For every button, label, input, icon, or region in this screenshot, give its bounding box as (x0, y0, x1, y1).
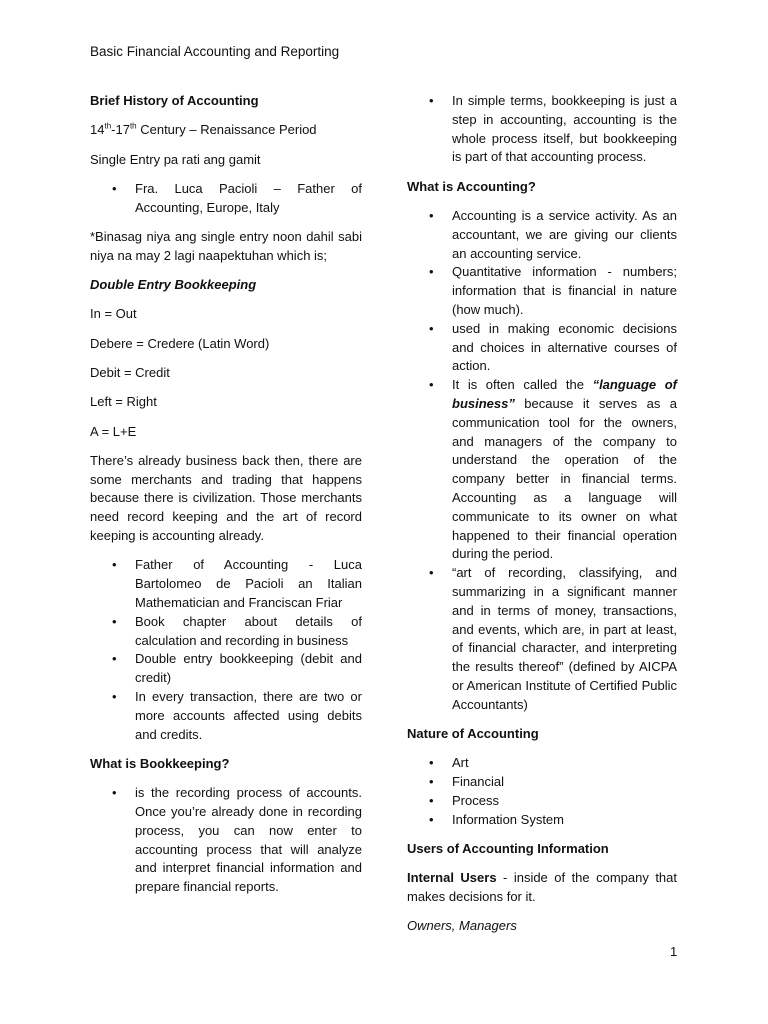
list-item: • used in making economic decisions and choices in alternative courses of action. (407, 320, 677, 376)
internal-users-paragraph: Internal Users - inside of the company that makes decisions for it. (407, 870, 678, 905)
list-item: • is the recording process of accounts. Once you’re already done in recording process, you can now enter to accounting process that will analyze and interpret financial information and prepare financial reports. (90, 784, 362, 897)
list-item: • Accounting is a service activity. As an accountant, we are giving our clients an accounting service. (407, 207, 677, 263)
owners-managers: Owners, Managers (407, 918, 517, 934)
bookkeeping-list (90, 784, 362, 897)
equation-line: Debere = Credere (Latin Word) (90, 335, 270, 351)
right-column (407, 92, 677, 947)
document-header: Basic Financial Accounting and Reporting (90, 44, 340, 59)
list-item: • Quantitative information - numbers; information that is financial in nature (how much). (407, 263, 677, 319)
bookkeeping-heading: What is Bookkeeping? (90, 755, 230, 771)
list-item: • Financial (407, 773, 677, 792)
equation-line: Left = Right (90, 394, 157, 410)
binasag-paragraph: *Binasag niya ang single entry noon dahil sabi niya na may 2 lagi naapektuhan which is; (90, 228, 362, 263)
left-column (90, 92, 362, 907)
list-item: • Fra. Luca Pacioli – Father of Accounting, Europe, Italy (90, 180, 362, 218)
language-of-business-item: • It is often called the “language of business” because it serves as a communication tool for the owners, and managers of the company to understand the operation of the company better in financial terms. Accounting as a language will communicate to its owner on what happened to their financial operation during the period. (407, 376, 677, 564)
single-entry-line: Single Entry pa rati ang gamit (90, 151, 261, 167)
list-item: • Process (407, 792, 677, 811)
list-item: • Double entry bookkeeping (debit and credit) (90, 650, 362, 688)
simple-terms-list (407, 92, 677, 167)
double-entry-heading: Double Entry Bookkeeping (90, 277, 257, 293)
equation-line: Debit = Credit (90, 364, 170, 380)
accounting-list (407, 207, 677, 715)
equation-line: In = Out (90, 306, 137, 322)
list-item: • Art (407, 754, 677, 773)
history-list (90, 556, 362, 744)
list-item: • In simple terms, bookkeeping is just a step in accounting, accounting is the whole process itself, but bookkeeping is part of that accounting process. (407, 92, 677, 167)
list-item: • Father of Accounting - Luca Bartolomeo de Pacioli an Italian Mathematician and Franciscan Friar (90, 556, 362, 612)
list-item: • Information System (407, 811, 677, 830)
page-number: 1 (670, 944, 678, 959)
list-item: • In every transaction, there are two or more accounts affected using debits and credits. (90, 688, 362, 744)
century-line: 14th-17th Century – Renaissance Period (90, 121, 317, 138)
list-item: • Book chapter about details of calculation and recording in business (90, 613, 362, 651)
business-paragraph: There’s already business back then, there are some merchants and trading that happens because there is civilization. Those merchants need record keeping and the art of record keeping is accounting already. (90, 452, 362, 544)
list-item: • “art of recording, classifying, and summarizing in a significant manner and in terms of money, transactions, and events, which are, in part at least, of financial character, and interpreting the results thereof” (defined by AICPA or American Institute of Certified Public Accountants) (407, 564, 677, 714)
brief-history-heading: Brief History of Accounting (90, 93, 259, 108)
nature-list (407, 754, 677, 829)
pacioli-list (90, 180, 362, 218)
accounting-heading: What is Accounting? (407, 178, 536, 194)
users-heading: Users of Accounting Information (407, 840, 609, 856)
nature-heading: Nature of Accounting (407, 726, 539, 741)
equation-line: A = L+E (90, 423, 137, 439)
